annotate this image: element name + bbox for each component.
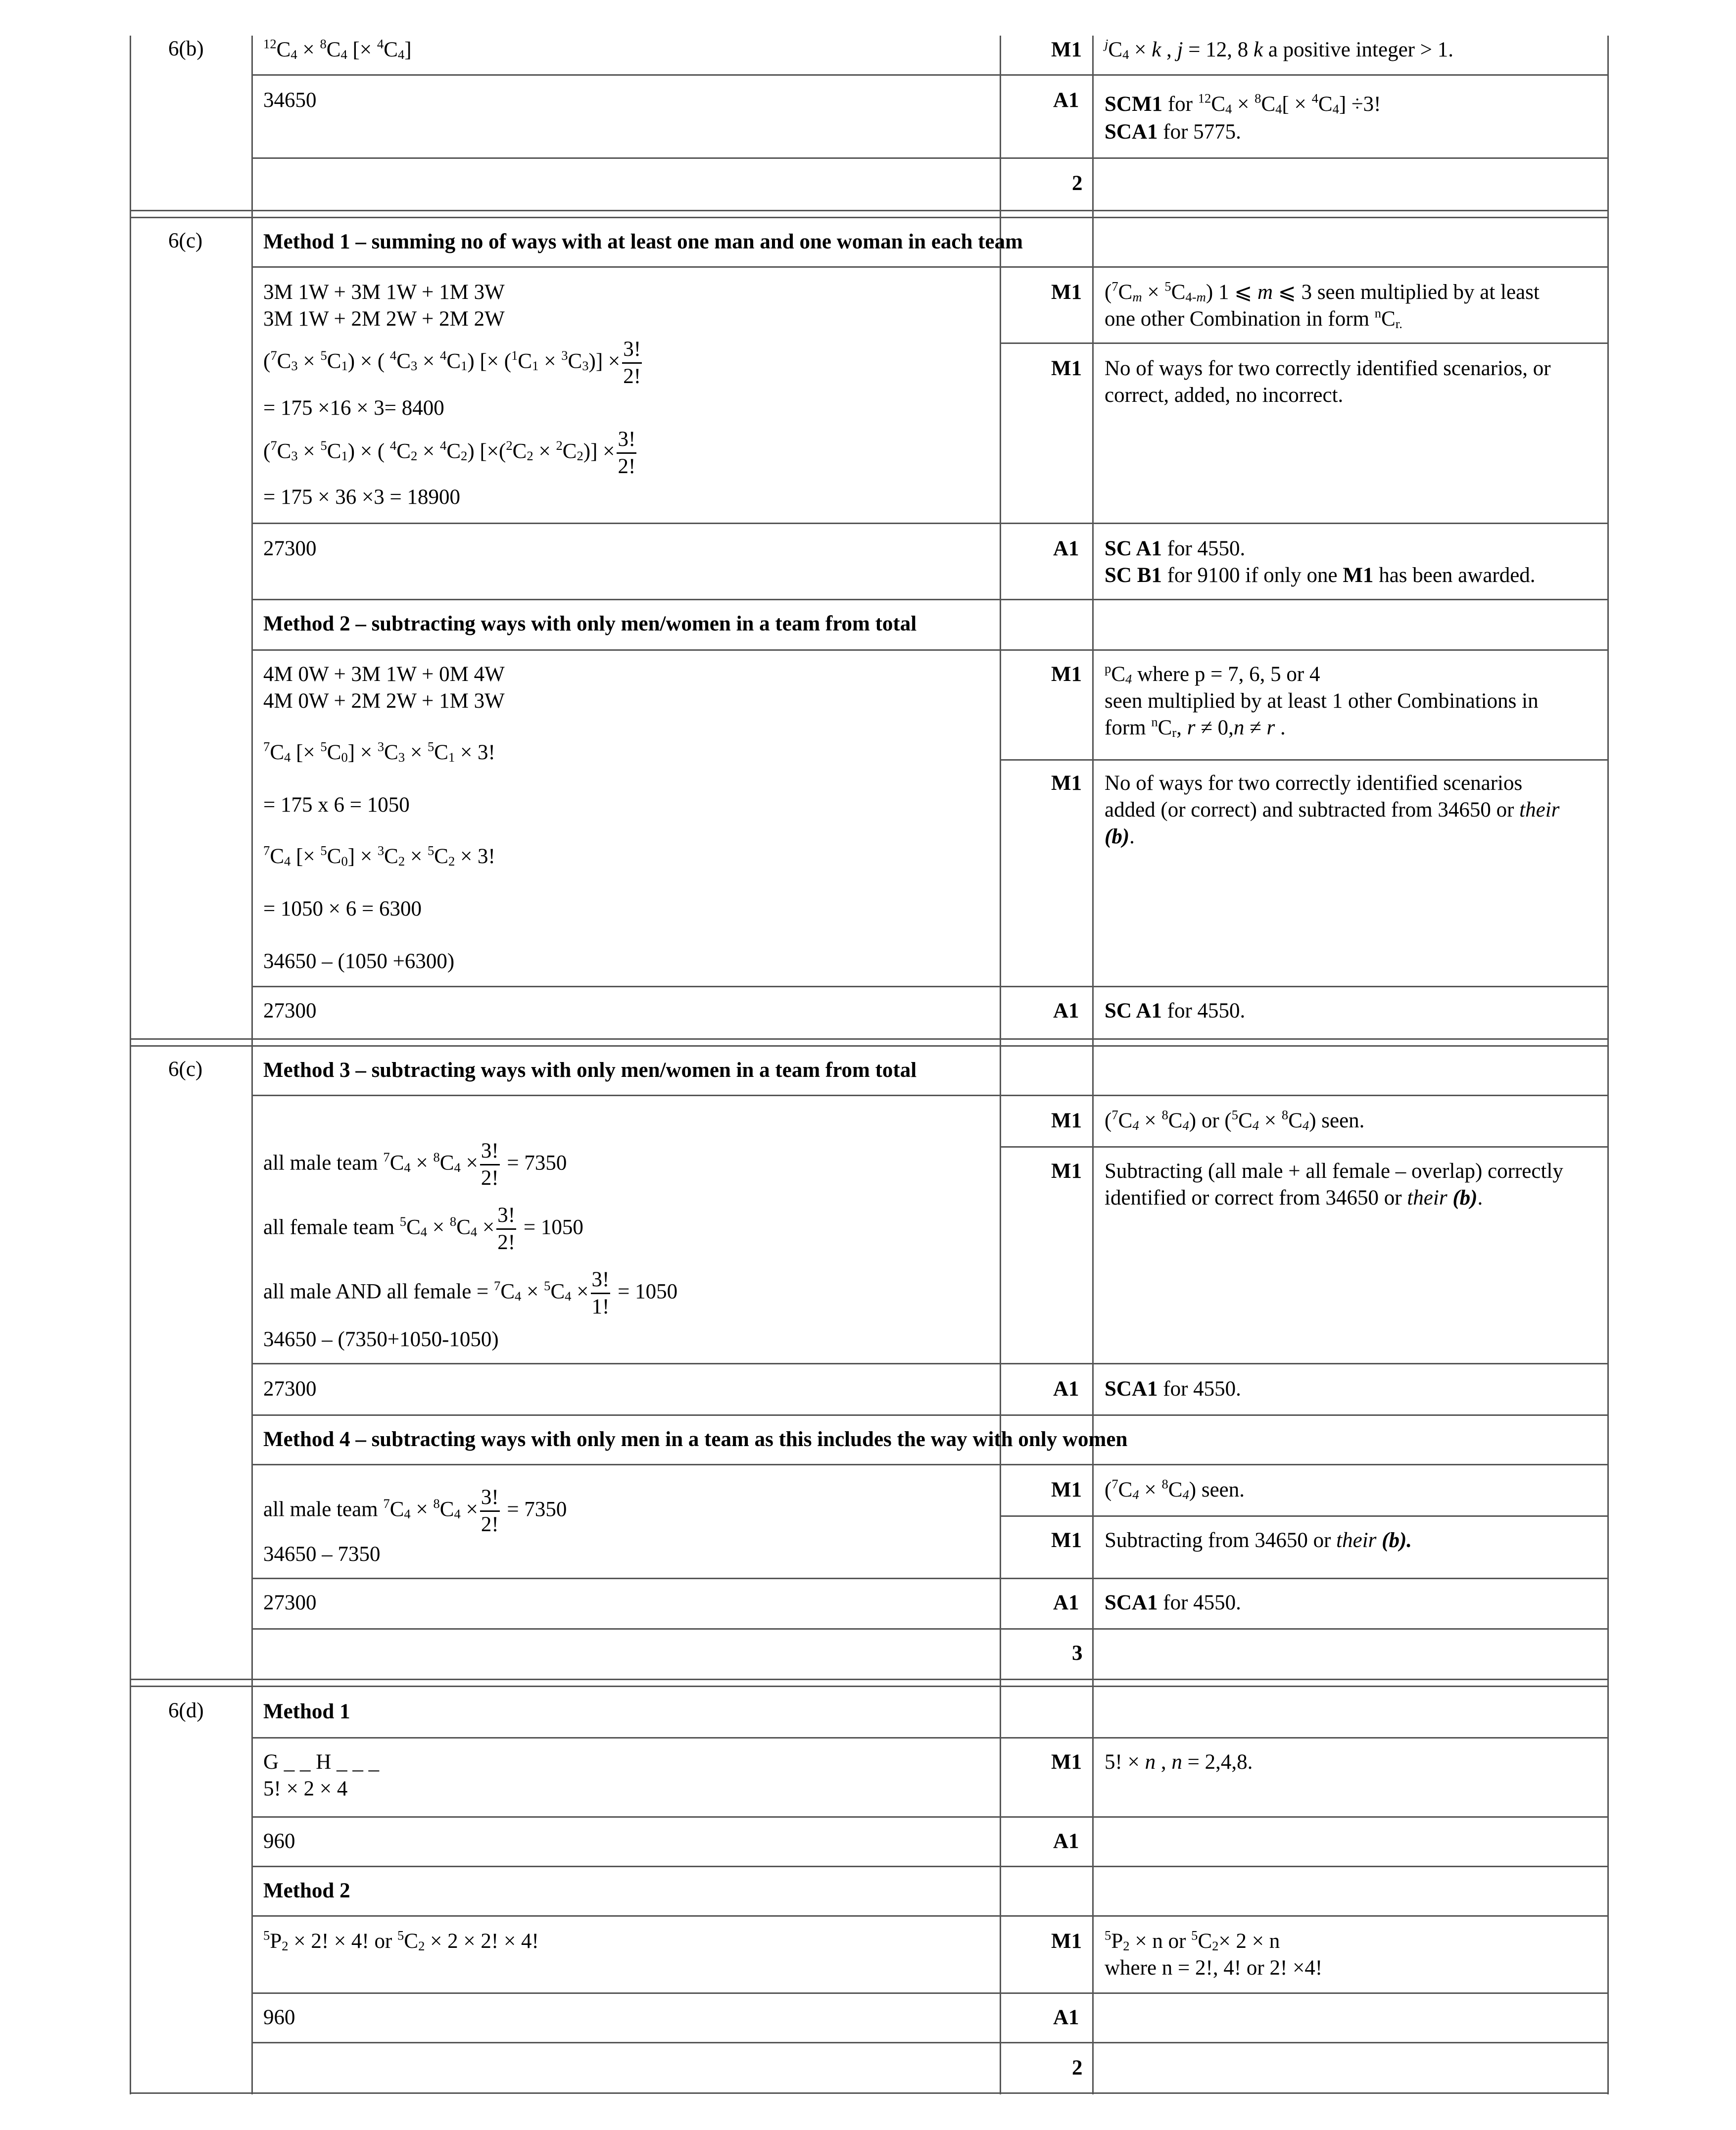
mark-m1: M1 bbox=[1051, 1109, 1082, 1132]
mark-m1: M1 bbox=[1051, 1160, 1082, 1183]
fraction: $\frac{3!}{2!}$ bbox=[481, 1486, 499, 1536]
m3-guidance-2-line2: identified or correct from 34650 or their (b). bbox=[1105, 1186, 1483, 1210]
m3-overlap: all male AND all female = $^7C_4 \times ^5C_4$ × $\frac{3!}{1!}$ = 1050 bbox=[263, 1267, 677, 1320]
answer-6d-m1: 960 bbox=[263, 1830, 295, 1853]
fraction: $\frac{3!}{1!}$ bbox=[591, 1268, 610, 1318]
m3-guidance-1: $(^7C_4 \times ^8C_4)$ or $(^5C_4 \times ^8C_4)$ seen. bbox=[1105, 1107, 1365, 1133]
mark-a1: A1 bbox=[1053, 999, 1079, 1022]
m1-scenario-line2: 3M 1W + 2M 2W + 2M 2W bbox=[263, 307, 505, 331]
mark-m1: M1 bbox=[1051, 663, 1082, 686]
m2-guidance-2-line1: No of ways for two correctly identified scenarios bbox=[1105, 772, 1523, 795]
total-marks-6d: 2 bbox=[1072, 2056, 1083, 2080]
m1-guidance-1-line2: one other Combination in form $^nC_{r.}$ bbox=[1105, 305, 1402, 331]
m1-guidance-2-line1: No of ways for two correctly identified scenarios, or bbox=[1105, 357, 1551, 380]
mark-m1: M1 bbox=[1051, 38, 1082, 61]
guidance-6b-m1: $^jC_4 \times k$ , j = 12, 8 k a positive integer > 1. bbox=[1105, 36, 1453, 62]
m2-subtraction: 34650 – (1050 +6300) bbox=[263, 950, 455, 973]
m2-guidance-1-line3: form $^nC_r$, r ≠ 0,n ≠ r . bbox=[1105, 714, 1286, 740]
m1-result-1: = 175 ×16 × 3= 8400 bbox=[263, 396, 444, 420]
m2-expression-1: $^7C_4$ [× $^5C_0] \times ^3C_3 \times ^5C_1 \times 3$! bbox=[263, 739, 495, 765]
6d-method2-title: Method 2 bbox=[263, 1879, 350, 1902]
m2-guidance-2-line3: (b). bbox=[1105, 825, 1135, 848]
m2-guidance-1-line2: seen multiplied by at least 1 other Combinations in bbox=[1105, 689, 1539, 713]
mark-a1: A1 bbox=[1053, 1377, 1079, 1401]
method3-title: Method 3 – subtracting ways with only men/women in a team from total bbox=[263, 1059, 917, 1082]
answer-6c-m2: 27300 bbox=[263, 999, 317, 1022]
fraction: $\frac{3!}{2!}$ bbox=[618, 428, 636, 478]
answer-6c-m4: 27300 bbox=[263, 1591, 317, 1614]
mark-a1: A1 bbox=[1053, 89, 1079, 112]
mark-m1: M1 bbox=[1051, 281, 1082, 304]
answer-6b: 34650 bbox=[263, 89, 317, 112]
m1-scenario-line1: 3M 1W + 3M 1W + 1M 3W bbox=[263, 281, 505, 304]
m4-guidance-2: Subtracting from 34650 or their (b). bbox=[1105, 1529, 1412, 1552]
method1-title: Method 1 – summing no of ways with at least one man and one woman in each team bbox=[263, 230, 1023, 253]
m3-special-case: SCA1 for 4550. bbox=[1105, 1377, 1241, 1401]
mark-m1: M1 bbox=[1051, 772, 1082, 795]
m1-special-case-1: SC A1 for 4550. bbox=[1105, 537, 1246, 560]
m3-all-male: all male team $^7C_4 \times ^8C_4$ × $\frac{3!}{2!}$ = 7350 bbox=[263, 1138, 567, 1191]
question-label-6d: 6(d) bbox=[168, 1699, 204, 1722]
mark-m1: M1 bbox=[1051, 1930, 1082, 1953]
m2-scenario-line2: 4M 0W + 2M 2W + 1M 3W bbox=[263, 689, 505, 713]
mark-m1: M1 bbox=[1051, 357, 1082, 380]
mark-a1: A1 bbox=[1053, 1830, 1079, 1853]
m3-all-female: all female team $^5C_4 \times ^8C_4$ × $\frac{3!}{2!}$ = 1050 bbox=[263, 1203, 583, 1256]
m4-all-male: all male team $^7C_4 \times ^8C_4$ × $\frac{3!}{2!}$ = 7350 bbox=[263, 1485, 567, 1538]
mark-a1: A1 bbox=[1053, 537, 1079, 560]
guidance-6b-scm1: SCM1 for $^{12}C_4 \times ^8C_4[ \times ^4C_4] \div 3$! bbox=[1105, 91, 1381, 116]
6d-m1-arrangement: G _ _ H _ _ _ bbox=[263, 1750, 380, 1774]
mark-m1: M1 bbox=[1051, 1750, 1082, 1774]
m4-subtraction: 34650 – 7350 bbox=[263, 1543, 381, 1566]
m2-guidance-1-line1: $^pC_4$ where p = 7, 6, 5 or 4 bbox=[1105, 661, 1320, 686]
m4-guidance-1: $(^7C_4 \times ^8C_4)$ seen. bbox=[1105, 1476, 1245, 1502]
6d-m1-calculation: 5! × 2 × 4 bbox=[263, 1777, 348, 1800]
m3-subtraction: 34650 – (7350+1050-1050) bbox=[263, 1328, 499, 1351]
m2-special-case: SC A1 for 4550. bbox=[1105, 999, 1246, 1022]
answer-6c-m3: 27300 bbox=[263, 1377, 317, 1401]
total-marks-6c: 3 bbox=[1072, 1642, 1083, 1665]
m1-guidance-1-line1: $(^7C_m \times ^5C_{4-m})$ 1 ⩽ m ⩽ 3 seen multiplied by at least bbox=[1105, 279, 1540, 304]
m4-special-case: SCA1 for 4550. bbox=[1105, 1591, 1241, 1614]
fraction: $\frac{3!}{2!}$ bbox=[623, 338, 641, 388]
fraction: $\frac{3!}{2!}$ bbox=[497, 1204, 516, 1254]
mark-m1: M1 bbox=[1051, 1529, 1082, 1552]
m1-result-2: = 175 × 36 ×3 = 18900 bbox=[263, 485, 461, 509]
question-label-6c: 6(c) bbox=[168, 229, 203, 252]
6d-method1-title: Method 1 bbox=[263, 1700, 350, 1723]
6d-m2-guidance-line1: $^5P_2 \times n$ or $^5C_2\times 2 \times n$ bbox=[1105, 1928, 1280, 1953]
fraction: $\frac{3!}{2!}$ bbox=[481, 1139, 499, 1190]
mark-a1: A1 bbox=[1053, 2006, 1079, 2029]
m2-result-1: = 175 x 6 = 1050 bbox=[263, 793, 410, 817]
question-label-6c-cont: 6(c) bbox=[168, 1058, 203, 1081]
m2-guidance-2-line2: added (or correct) and subtracted from 34650 or their bbox=[1105, 798, 1560, 822]
m1-special-case-2: SC B1 for 9100 if only one M1 has been awarded. bbox=[1105, 564, 1536, 587]
mark-m1: M1 bbox=[1051, 1478, 1082, 1501]
m3-guidance-2-line1: Subtracting (all male + all female – overlap) correctly bbox=[1105, 1160, 1563, 1183]
m1-expression-2: $(^7C_3 \times ^5C_1)$ × ( $^4C_2 \times ^4C_2$) $[\times(^2C_2 \times ^2C_2)]$ × $\frac{3!}{2!}$ bbox=[263, 427, 638, 480]
answer-6d-m2: 960 bbox=[263, 2006, 295, 2029]
working-6b-expression: $^{12}C_4 \times ^8C_4$ [× $^4C_4$] bbox=[263, 36, 412, 62]
mark-a1: A1 bbox=[1053, 1591, 1079, 1614]
6d-m2-calculation: $^5P_2 \times 2$! × 4! or $^5C_2 \times 2 \times 2$! × 4! bbox=[263, 1928, 539, 1953]
method2-title: Method 2 – subtracting ways with only men/women in a team from total bbox=[263, 612, 917, 635]
answer-6c-m1: 27300 bbox=[263, 537, 317, 560]
m2-expression-2: $^7C_4$ [× $^5C_0] \times ^3C_2 \times ^5C_2 \times 3$! bbox=[263, 843, 495, 869]
total-marks-6b: 2 bbox=[1072, 172, 1083, 195]
guidance-6b-sca1: SCA1 for 5775. bbox=[1105, 120, 1241, 144]
m2-scenario-line1: 4M 0W + 3M 1W + 0M 4W bbox=[263, 663, 505, 686]
method4-title: Method 4 – subtracting ways with only men in a team as this includes the way with only women bbox=[263, 1428, 1128, 1451]
question-label-6b: 6(b) bbox=[168, 37, 204, 60]
6d-m1-guidance: 5! × n , n = 2,4,8. bbox=[1105, 1750, 1253, 1774]
6d-m2-guidance-line2: where n = 2!, 4! or 2! ×4! bbox=[1105, 1956, 1323, 1980]
m1-guidance-2-line2: correct, added, no incorrect. bbox=[1105, 384, 1344, 407]
m1-expression-1: $(^7C_3 \times ^5C_1)$ × ( $^4C_3 \times ^4C_1$) [× $(^1C_1 \times ^3C_3)$] × $\frac{3!}{2!}$ bbox=[263, 337, 644, 389]
m2-result-2: = 1050 × 6 = 6300 bbox=[263, 897, 422, 920]
